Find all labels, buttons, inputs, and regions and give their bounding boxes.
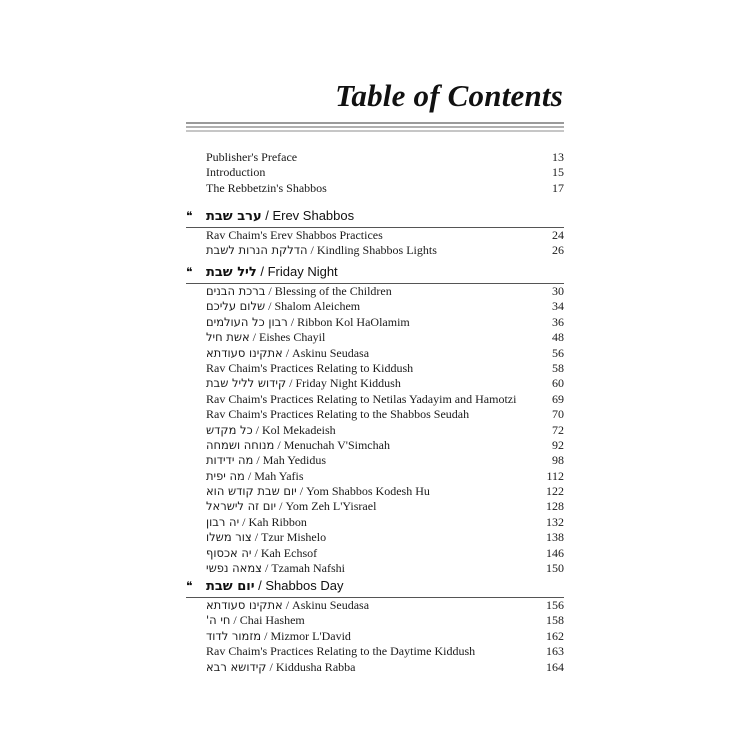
entry-page-number: 15 [552,165,564,180]
entry-label: Kah Ribbon [248,514,307,529]
entry-title [206,598,369,613]
entry-title [206,299,360,314]
entry-title [206,423,336,438]
entry-title [206,407,469,422]
entry-label: Rav Chaim's Practices Relating to Netilas Yadayim and Hamotzi [206,391,517,406]
entry-page-number: 26 [552,243,564,258]
entry-page-number: 24 [552,228,564,242]
toc-entry[interactable] [206,629,564,644]
section-title: Erev Shabbos [272,208,355,223]
entry-hebrew-title: ברכת הבנים [206,284,266,298]
section-heading [186,264,338,280]
toc-entry[interactable] [206,515,564,530]
entry-separator: / [262,561,272,576]
entry-separator: / [249,330,260,345]
entry-label: Shalom Aleichem [274,299,361,314]
toc-entry[interactable] [206,243,564,258]
entry-separator: / [287,314,298,329]
entry-page-number: 17 [552,180,564,195]
entry-title [206,376,401,391]
entry-separator: / [239,514,249,529]
entry-title [206,181,327,196]
entry-title [206,330,325,345]
entry-title [206,150,297,165]
toc-entry[interactable] [206,598,564,613]
entry-separator: / [252,422,263,437]
toc-entry[interactable] [206,453,564,468]
entry-hebrew-title: כל מקדש [206,422,253,437]
entry-page-number: 92 [552,437,564,452]
entry-page-number: 72 [552,422,564,437]
entry-title [206,644,475,659]
entry-label: Rav Chaim's Practices Relating to Kiddush [206,360,414,375]
entry-label: Askinu Seudasa [292,598,370,612]
entry-hebrew-title: אשת חיל [206,330,250,345]
title-rule [186,130,564,132]
entry-label: Yom Shabbos Kodesh Hu [306,484,430,499]
section-separator: / [261,208,273,223]
entry-page-number: 36 [552,314,564,329]
entry-title [206,361,413,376]
toc-entry[interactable] [206,299,564,314]
entry-separator: / [265,299,275,314]
entry-page-number: 164 [546,659,564,674]
entry-label: Kah Echsof [260,545,318,560]
entry-hebrew-title: מה ידידות [206,453,254,468]
entry-hebrew-title: מה יפית [206,468,245,483]
title-rule [186,126,564,128]
toc-entry[interactable] [206,530,564,545]
entry-hebrew-title: חי ה' [206,613,231,628]
page-title: Table of Contents [335,78,563,113]
entry-label: Kol Mekadeish [262,422,336,437]
entry-label: Askinu Seudasa [292,345,370,360]
entry-separator: / [276,499,286,514]
toc-entry[interactable] [206,330,564,345]
section-hebrew-title: יום שבת [206,579,255,594]
toc-entry[interactable] [206,181,564,196]
entry-page-number: 34 [552,299,564,314]
section-entry-list [206,228,564,259]
entry-page-number: 30 [552,284,564,298]
entry-separator: / [296,484,307,499]
entry-title [206,515,307,530]
entry-title [206,228,383,243]
toc-entry[interactable] [206,613,564,628]
entry-title [206,438,390,453]
entry-title [206,499,376,514]
entry-hebrew-title: הדלקת הנרות לשבת [206,243,308,258]
toc-entry[interactable] [206,315,564,330]
section-separator: / [256,264,268,279]
toc-entry[interactable] [206,346,564,361]
toc-entry[interactable] [206,438,564,453]
entry-page-number: 70 [552,407,564,422]
toc-entry[interactable] [206,228,564,243]
entry-page-number: 69 [552,391,564,406]
section-heading [186,208,354,224]
entry-separator: / [265,284,275,298]
entry-label: Yom Zeh L'Yisrael [285,499,377,514]
entry-title [206,243,437,258]
entry-page-number: 156 [546,598,564,612]
toc-entry[interactable] [206,392,564,407]
entry-title [206,484,430,499]
entry-separator: / [261,628,271,643]
entry-separator: / [274,437,284,452]
entry-separator: / [266,659,276,674]
entry-separator: / [286,376,296,391]
entry-title [206,561,345,576]
entry-label: The Rebbetzin's Shabbos [206,180,327,195]
entry-separator: / [251,545,261,560]
entry-hebrew-title: צור משלו [206,530,252,545]
entry-label: Chai Hashem [239,613,305,628]
entry-label: Kindling Shabbos Lights [316,243,437,258]
entry-hebrew-title: צמאה נפשי [206,561,262,576]
section-entry-list [206,284,564,576]
entry-hebrew-title: יום זה לישראל [206,499,277,514]
section-heading [186,578,343,594]
toc-entry[interactable] [206,499,564,514]
toc-entry[interactable] [206,469,564,484]
entry-page-number: 48 [552,330,564,345]
entry-page-number: 98 [552,453,564,468]
entry-label: Tzamah Nafshi [271,561,345,576]
entry-title [206,546,317,561]
title-rule [186,122,564,124]
entry-label: Mah Yafis [254,468,304,483]
entry-hebrew-title: אתקינו סעודתא [206,345,283,360]
entry-title [206,660,355,675]
entry-label: Blessing of the Children [274,284,392,298]
entry-hebrew-title: מנוחה ושמחה [206,437,275,452]
section-hebrew-title: ליל שבת [206,265,257,280]
entry-hebrew-title: יום שבת קודש הוא [206,484,297,499]
entry-separator: / [244,468,255,483]
entry-title [206,315,410,330]
entry-title [206,346,369,361]
entry-hebrew-title: רבון כל העולמים [206,314,288,329]
entry-page-number: 58 [552,360,564,375]
entry-hebrew-title: שלום עליכם [206,299,266,314]
toc-entry[interactable] [206,284,564,299]
entry-title [206,469,304,484]
section-entry-list [206,598,564,675]
entry-label: Mizmor L'David [270,628,351,643]
toc-entry[interactable] [206,484,564,499]
entry-label: Menuchah V'Simchah [283,437,390,452]
entry-hebrew-title: מזמור לדוד [206,628,262,643]
toc-entry[interactable] [206,150,564,165]
toc-entry[interactable] [206,561,564,576]
entry-page-number: 56 [552,345,564,360]
entry-title [206,530,326,545]
entry-label: Mah Yedidus [262,453,327,468]
entry-separator: / [253,453,263,468]
ornament-icon: ❝ [186,209,193,223]
toc-entry[interactable] [206,660,564,675]
entry-label: Ribbon Kol HaOlamim [297,314,410,329]
entry-page-number: 150 [546,561,564,576]
entry-page-number: 146 [546,545,564,560]
entry-title [206,613,305,628]
ornament-icon: ❝ [186,265,193,279]
toc-entry[interactable] [206,376,564,391]
entry-label: Publisher's Preface [206,150,298,164]
section-title: Friday Night [267,264,338,279]
entry-page-number: 163 [546,644,564,659]
entry-title [206,284,392,299]
entry-hebrew-title: יה אכסוף [206,545,252,560]
ornament-icon: ❝ [186,579,193,593]
entry-title [206,165,265,180]
entry-label: Tzur Mishelo [261,530,327,545]
entry-page-number: 112 [546,468,564,483]
entry-separator: / [230,613,240,628]
entry-label: Kiddusha Rabba [275,659,356,674]
toc-entry[interactable] [206,165,564,180]
front-matter-list [206,150,564,196]
entry-page-number: 122 [546,484,564,499]
entry-page-number: 60 [552,376,564,391]
section-separator: / [254,578,266,593]
entry-page-number: 132 [546,514,564,529]
entry-title [206,629,351,644]
entry-label: Rav Chaim's Erev Shabbos Practices [206,228,383,242]
entry-title [206,453,326,468]
toc-entry[interactable] [206,644,564,659]
toc-entry[interactable] [206,546,564,561]
entry-hebrew-title: קידושא רבא [206,659,267,674]
section-hebrew-title: ערב שבת [206,209,262,224]
toc-entry[interactable] [206,407,564,422]
entry-hebrew-title: אתקינו סעודתא [206,598,283,612]
toc-entry[interactable] [206,361,564,376]
entry-label: Introduction [206,165,266,180]
entry-label: Rav Chaim's Practices Relating to the Daytime Kiddush [206,644,476,659]
toc-entry[interactable] [206,423,564,438]
entry-page-number: 138 [546,530,564,545]
entry-hebrew-title: קידוש לליל שבת [206,376,287,391]
entry-page-number: 162 [546,628,564,643]
section-title: Shabbos Day [265,578,344,593]
entry-separator: / [251,530,262,545]
entry-page-number: 13 [552,150,564,164]
entry-separator: / [282,345,293,360]
entry-hebrew-title: יה רבון [206,514,240,529]
entry-label: Eishes Chayil [259,330,326,345]
entry-page-number: 128 [546,499,564,514]
entry-page-number: 158 [546,613,564,628]
entry-separator: / [307,243,317,258]
entry-title [206,392,516,407]
entry-label: Rav Chaim's Practices Relating to the Shabbos Seudah [206,407,470,422]
entry-separator: / [282,598,293,612]
entry-label: Friday Night Kiddush [295,376,401,391]
